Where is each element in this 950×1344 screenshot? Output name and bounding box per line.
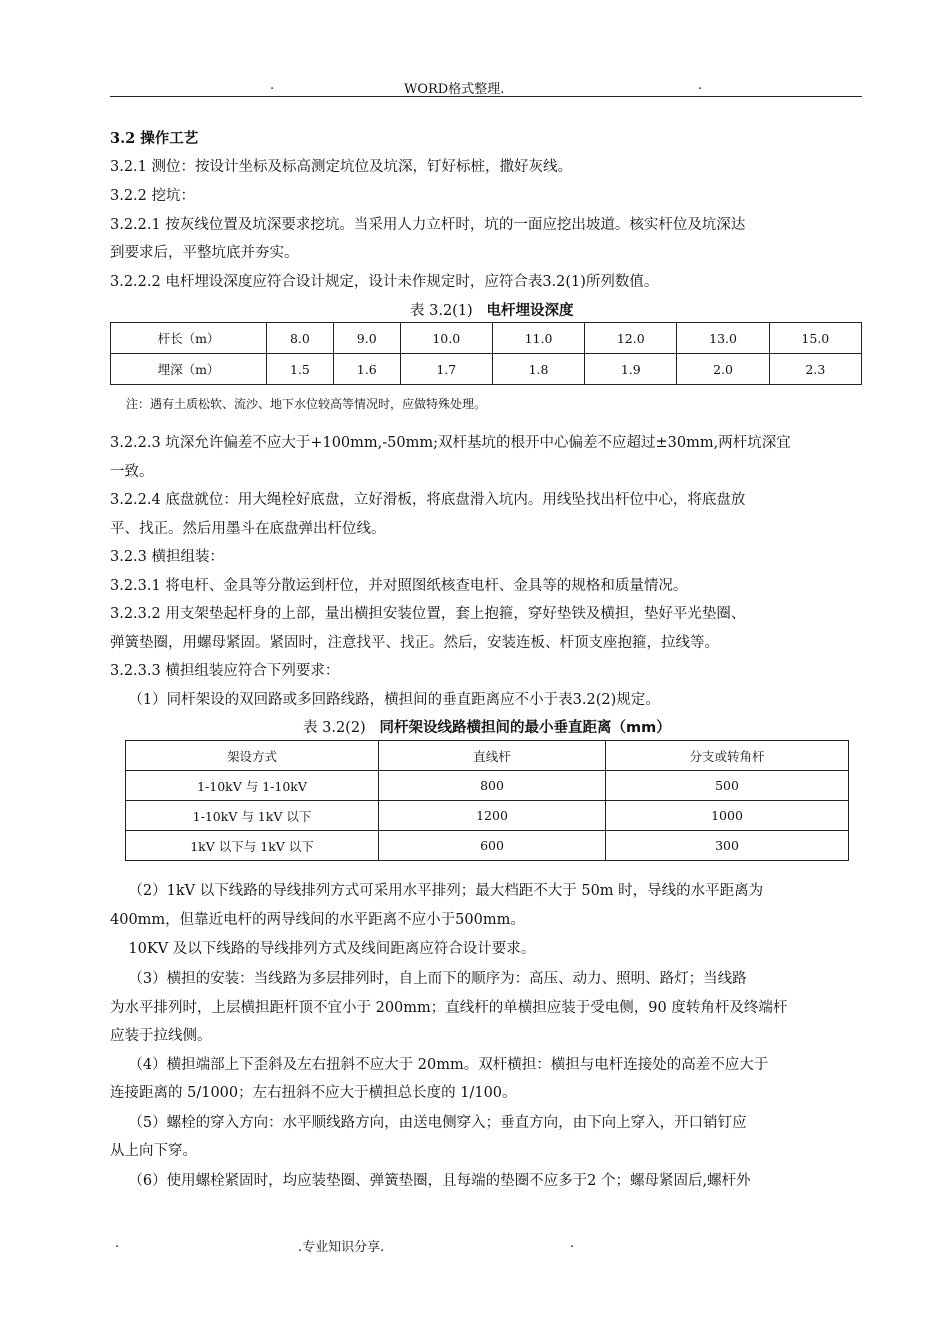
table1-caption-title: 电杆埋设深度	[486, 303, 574, 319]
paragraph-line: 400mm，但靠近电杆的两导线间的水平距离不应小于500mm。	[110, 912, 525, 928]
table-cell: 10.0	[400, 323, 492, 354]
table-header-row	[126, 741, 849, 771]
table-row	[111, 323, 862, 354]
table-row	[111, 354, 862, 385]
table-cell: 500	[606, 771, 849, 801]
table-cell: 12.0	[585, 323, 677, 354]
table-header-cell: 分支或转角杆	[606, 741, 849, 771]
page-header	[110, 78, 862, 97]
table2-caption	[303, 717, 671, 739]
table-cell: 13.0	[677, 323, 769, 354]
paragraph-line: 平、找正。然后用墨斗在底盘弹出杆位线。	[110, 521, 386, 537]
burial-depth-table	[110, 322, 862, 385]
table-cell: 800	[379, 771, 606, 801]
table-cell: 9.0	[333, 323, 400, 354]
table-cell: 1.8	[492, 354, 584, 385]
paragraph-line: 3.2.1 测位：按设计坐标及标高测定坑位及坑深，钉好标桩，撒好灰线。	[110, 159, 573, 175]
table-row	[126, 831, 849, 861]
table-cell: 11.0	[492, 323, 584, 354]
paragraph-line: 3.2.3 横担组装：	[110, 549, 225, 565]
header-dot-left: .	[270, 78, 275, 93]
footer-text: .专业知识分享.	[298, 1240, 385, 1255]
section-heading: 3.2 操作工艺	[110, 130, 199, 147]
paragraph-line: （4）横担端部上下歪斜及左右扭斜不应大于 20mm。双杆横担：横担与电杆连接处的高差不应大于	[110, 1057, 769, 1073]
paragraph-line: 3.2.3.1 将电杆、金具等分散运到杆位，并对照图纸核查电杆、金具等的规格和质量情况。	[110, 578, 688, 594]
paragraph-line: （1）同杆架设的双回路或多回路线路，横担间的垂直距离应不小于表3.2(2)规定。	[110, 692, 660, 708]
paragraph-line: （2）1kV 以下线路的导线排列方式可采用水平排列；最大档距不大于 50m 时，导线的水平距离为	[110, 883, 764, 899]
table-cell: 300	[606, 831, 849, 861]
paragraph-line: 到要求后，平整坑底并夯实。	[110, 245, 299, 261]
table-cell: 2.3	[769, 354, 861, 385]
header-title: WORD格式整理.	[404, 82, 505, 97]
paragraph-line: 一致。	[110, 464, 154, 480]
paragraph-line: 3.2.3.3 横担组装应符合下列要求：	[110, 663, 340, 679]
table-header-cell: 直线杆	[379, 741, 606, 771]
table-cell: 1.6	[333, 354, 400, 385]
table-cell: 1-10kV 与 1-10kV	[126, 771, 379, 801]
table-cell: 1kV 以下与 1kV 以下	[126, 831, 379, 861]
table-cell: 1.9	[585, 354, 677, 385]
table1-note: 注：遇有土质松软、流沙、地下水位较高等情况时，应做特殊处理。	[126, 397, 487, 411]
table-header-cell: 架设方式	[126, 741, 379, 771]
paragraph-line: 弹簧垫圈，用螺母紧固。紧固时，注意找平、找正。然后，安装连板、杆顶支座抱箍，拉线等。	[110, 635, 719, 651]
paragraph-line: 3.2.2.3 坑深允许偏差不应大于+100mm,-50mm;双杆基坑的根开中心偏差不应超过±30mm,两杆坑深宜	[110, 435, 791, 451]
paragraph-line: （6）使用螺栓紧固时，均应装垫圈、弹簧垫圈，且每端的垫圈不应多于2 个；螺母紧固后,螺杆外	[110, 1173, 751, 1189]
table-row	[126, 801, 849, 831]
paragraph-line: （5）螺栓的穿入方向：水平顺线路方向，由送电侧穿入；垂直方向，由下向上穿入，开口销钉应	[110, 1115, 747, 1131]
table-cell: 2.0	[677, 354, 769, 385]
paragraph-line: 从上向下穿。	[110, 1143, 197, 1159]
table-cell: 15.0	[769, 323, 861, 354]
paragraph-line: （3）横担的安装：当线路为多层排列时，自上而下的顺序为：高压、动力、照明、路灯；当线路	[110, 971, 747, 987]
crossarm-distance-table	[125, 740, 849, 861]
table-cell: 1200	[379, 801, 606, 831]
footer-dot-right: .	[570, 1236, 575, 1251]
table-cell: 1000	[606, 801, 849, 831]
table-cell: 8.0	[267, 323, 334, 354]
table2-caption-prefix: 表 3.2(2)	[303, 720, 366, 736]
table2-caption-title: 同杆架设线路横担间的最小垂直距离（mm）	[379, 720, 671, 736]
table1-caption-prefix: 表 3.2(1)	[410, 303, 473, 319]
paragraph-line: 3.2.3.2 用支架垫起杆身的上部，量出横担安装位置，套上抱箍，穿好垫铁及横担，垫好平光垫圈、	[110, 606, 746, 622]
paragraph-line: 为水平排列时，上层横担距杆顶不宜小于 200mm；直线杆的单横担应装于受电侧，90 度转角杆及终端杆	[110, 1000, 788, 1016]
footer-dot-left: .	[115, 1236, 120, 1251]
table-cell: 600	[379, 831, 606, 861]
paragraph-line: 连接距离的 5/1000；左右扭斜不应大于横担总长度的 1/100。	[110, 1085, 517, 1101]
header-dot-right: .	[698, 78, 703, 93]
table-row	[126, 771, 849, 801]
table-cell: 1-10kV 与 1kV 以下	[126, 801, 379, 831]
table-cell: 杆长（m）	[111, 323, 267, 354]
paragraph-line: 3.2.2.1 按灰线位置及坑深要求挖坑。当采用人力立杆时，坑的一面应挖出坡道。核实杆位及坑深达	[110, 217, 746, 233]
table-cell: 1.7	[400, 354, 492, 385]
paragraph-line: 10KV 及以下线路的导线排列方式及线间距离应符合设计要求。	[110, 941, 536, 957]
paragraph-line: 3.2.2 挖坑：	[110, 188, 196, 204]
paragraph-line: 3.2.2.2 电杆埋设深度应符合设计规定，设计未作规定时，应符合表3.2(1)所列数值。	[110, 274, 659, 290]
table1-caption	[410, 300, 574, 322]
paragraph-line: 3.2.2.4 底盘就位：用大绳栓好底盘，立好滑板，将底盘滑入坑内。用线坠找出杆位中心，将底盘放	[110, 492, 746, 508]
paragraph-line: 应装于拉线侧。	[110, 1028, 212, 1044]
table-cell: 1.5	[267, 354, 334, 385]
table-cell: 埋深（m）	[111, 354, 267, 385]
